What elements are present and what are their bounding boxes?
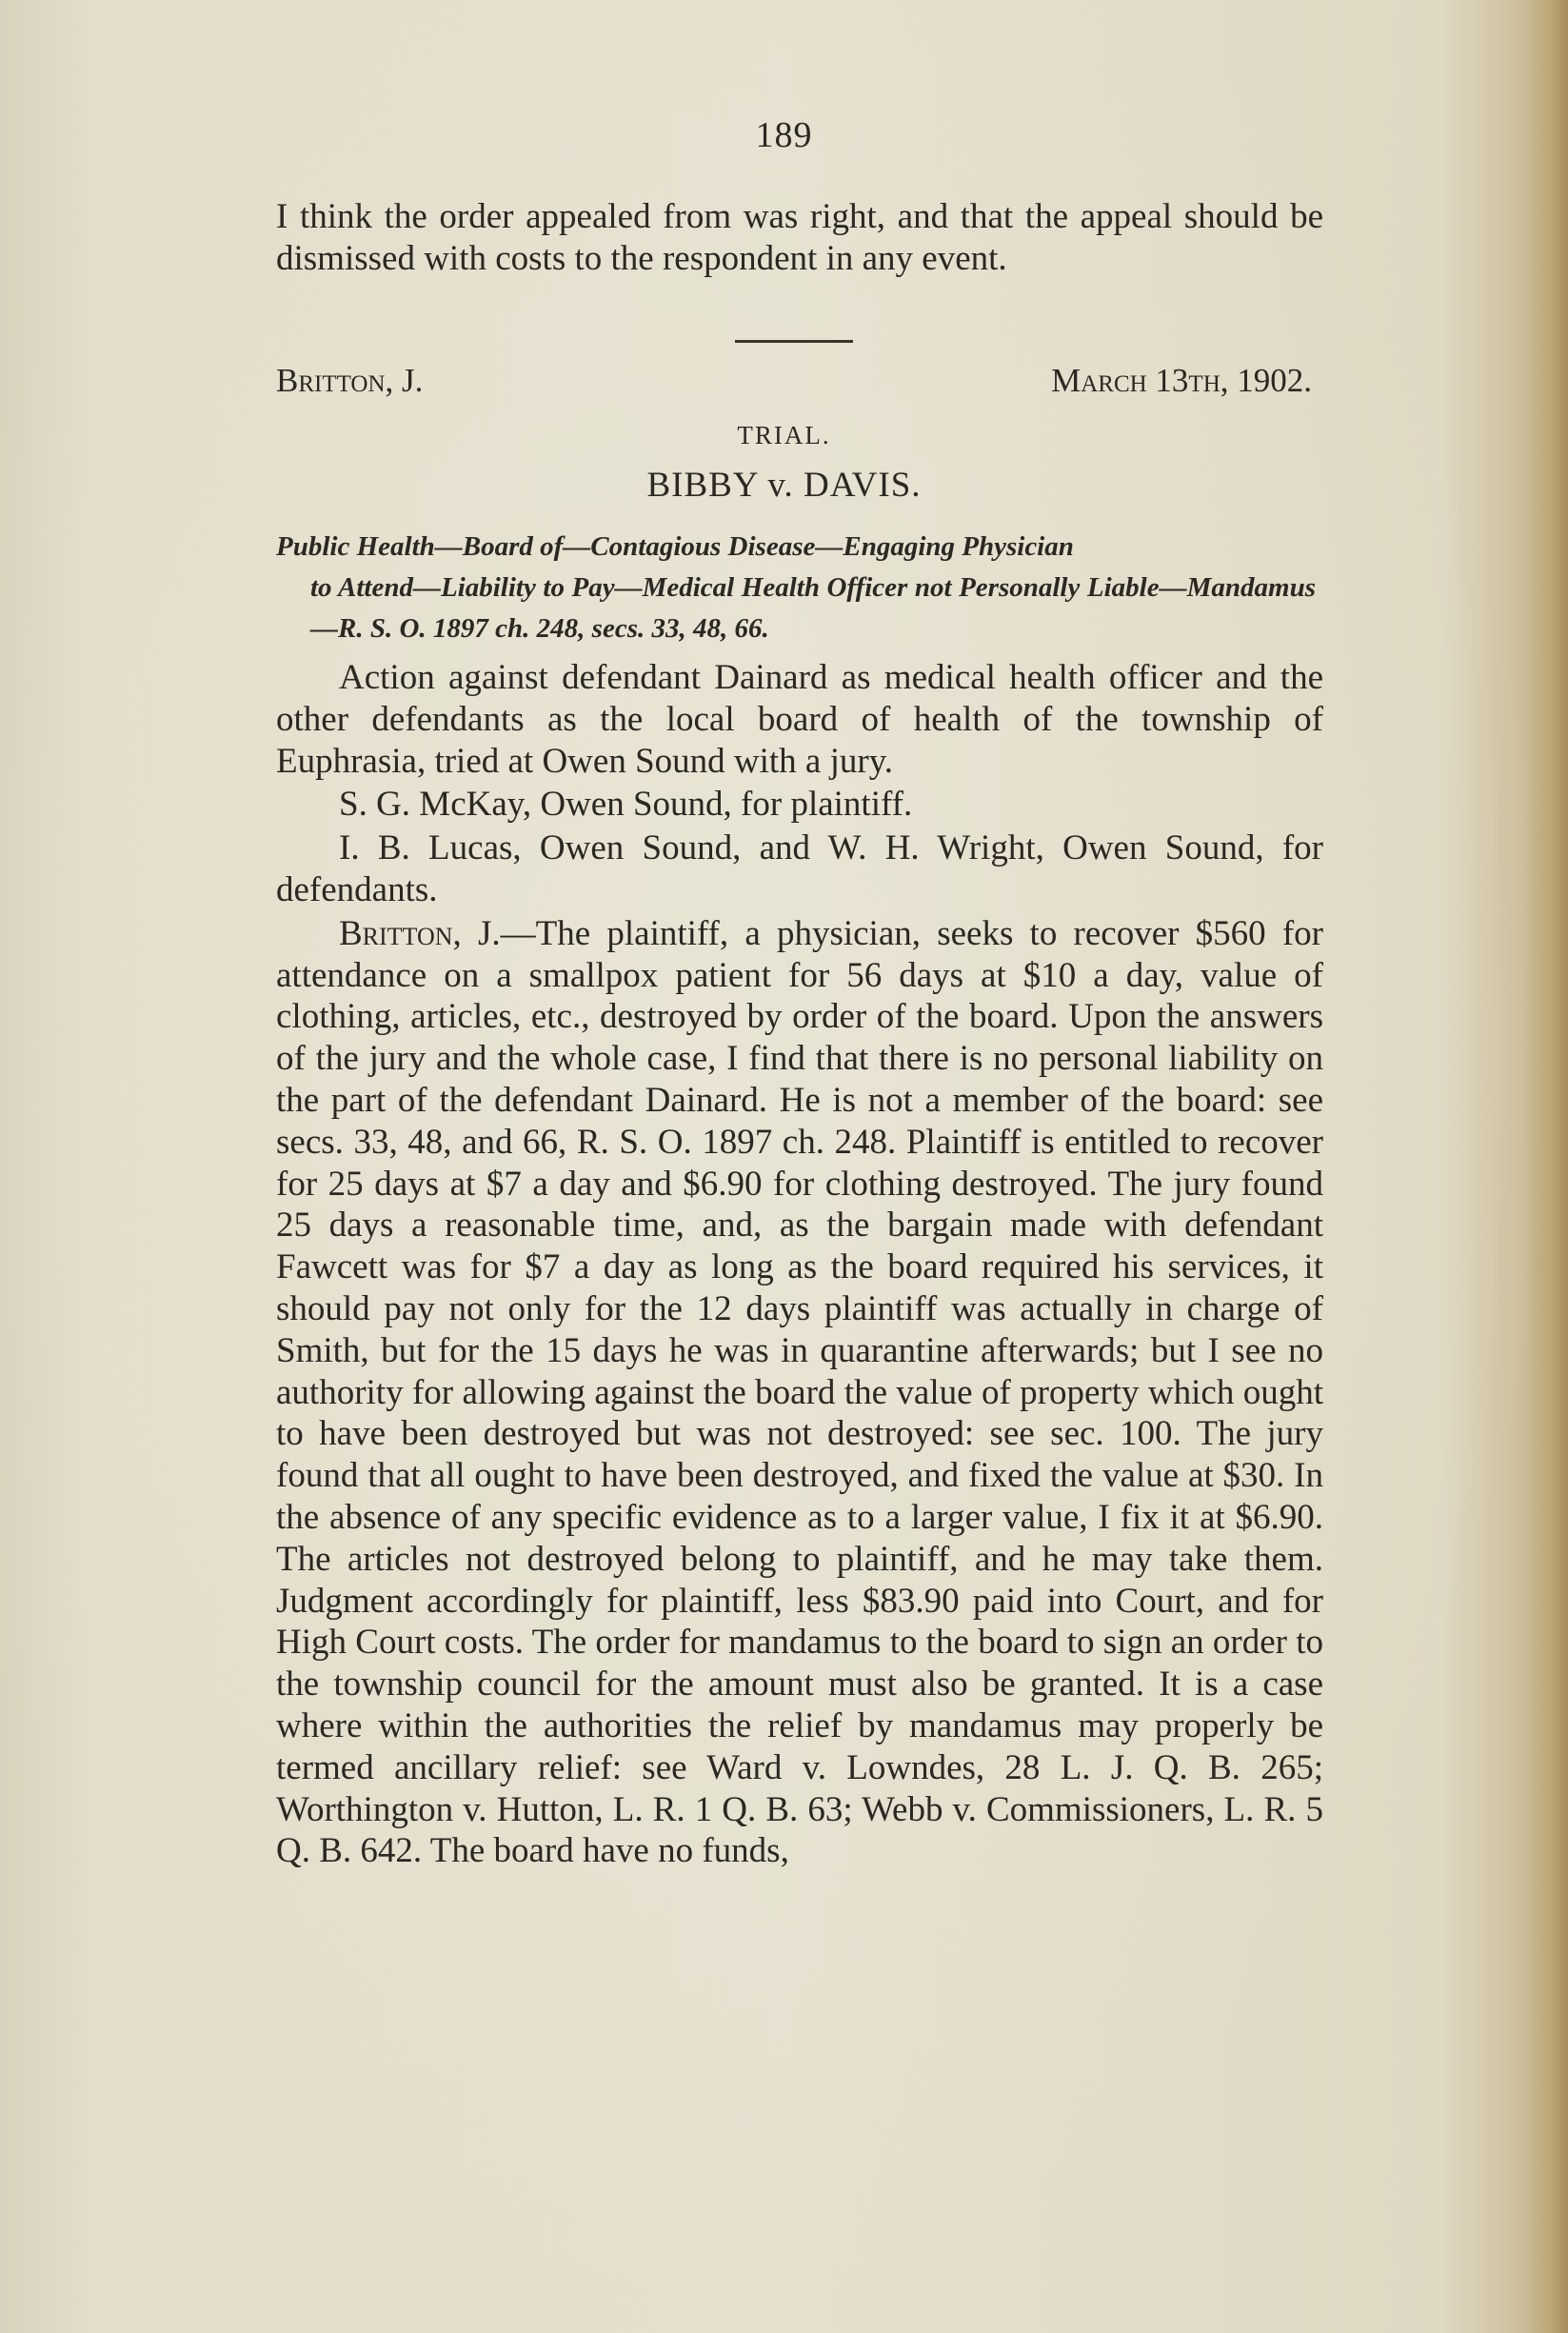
headnote-line-1: Public Health—Board of—Contagious Disease—Engaging Physician: [276, 531, 1074, 562]
counsel-plaintiff: S. G. McKay, Owen Sound, for plaintiff.: [339, 785, 913, 825]
judgment-judge: Britton, J.: [339, 913, 501, 953]
body-text: [276, 657, 1323, 1872]
headnote: [276, 527, 1316, 649]
proceeding-label: TRIAL.: [737, 421, 831, 449]
page-number: 189: [755, 115, 813, 155]
judgment-paragraph: [276, 913, 1323, 1872]
opening-paragraph: I think the order appealed from was right, and that the appeal should be dismissed with costs to the respondent in any event.: [276, 197, 1323, 278]
decision-date: March 13th, 1902.: [1051, 362, 1312, 399]
judge-name: Britton, J.: [276, 362, 424, 399]
section-divider: [735, 340, 853, 343]
byline: [276, 362, 1312, 400]
statement-paragraph: Action against defendant Dainard as medical health officer and the other defendants as the local board of health of the township of Euphrasia, tried at Owen Sound with a jury.: [276, 658, 1323, 781]
counsel-defendants: I. B. Lucas, Owen Sound, and W. H. Wright, Owen Sound, for defendants.: [276, 828, 1323, 909]
opening-paragraph-block: [276, 196, 1323, 280]
case-title: BIBBY v. DAVIS.: [646, 466, 922, 505]
page-edge-shadow: [1524, 0, 1568, 2333]
judgment-text: —The plaintiff, a physician, seeks to recover $560 for attendance on a smallpox patient for 56 days at $10 a day, value of clothing, articles, etc., destroyed by order of the board. Upon the answers of the jury and the whole case, I find that there is no personal liability on the part of the defendant Dainard. He is not a member of the board: see secs. 33, 48, and 66, R. S. O. 1897 ch. 248. Plaintiff is entitled to recover for 25 days at $7 a day and $6.90 for clothing destroyed. The jury found 25 days a reasonable time, and, as the bargain made with defendant Fawcett was for $7 a day as long as the board required his services, it should pay not only for the 12 days plaintiff was actually in charge of Smith, but for the 15 days he was in quarantine afterwards; but I see no authority for allowing against the board the value of property which ought to have been destroyed but was not destroyed: see sec. 100. The jury found that all ought to have been destroyed, and fixed the value at $30. In the absence of any specific evidence as to a larger value, I fix it at $6.90. The articles not destroyed belong to plaintiff, and he may take them. Judgment accordingly for plaintiff, less $83.90 paid into Court, and for High Court costs. The order for mandamus to the board to sign an order to the township council for the amount must also be granted. It is a case where within the authorities the relief by mandamus may properly be termed ancillary relief: see Ward v. Lowndes, 28 L. J. Q. B. 265; Worthington v. Hutton, L. R. 1 Q. B. 63; Webb v. Commissioners, L. R. 5 Q. B. 642. The board have no funds,: [276, 913, 1323, 1871]
headnote-continuation: to Attend—Liability to Pay—Medical Health Officer not Personally Liable—Mandamus—R. S. O. 1897 ch. 248, secs. 33, 48, 66.: [310, 572, 1316, 644]
